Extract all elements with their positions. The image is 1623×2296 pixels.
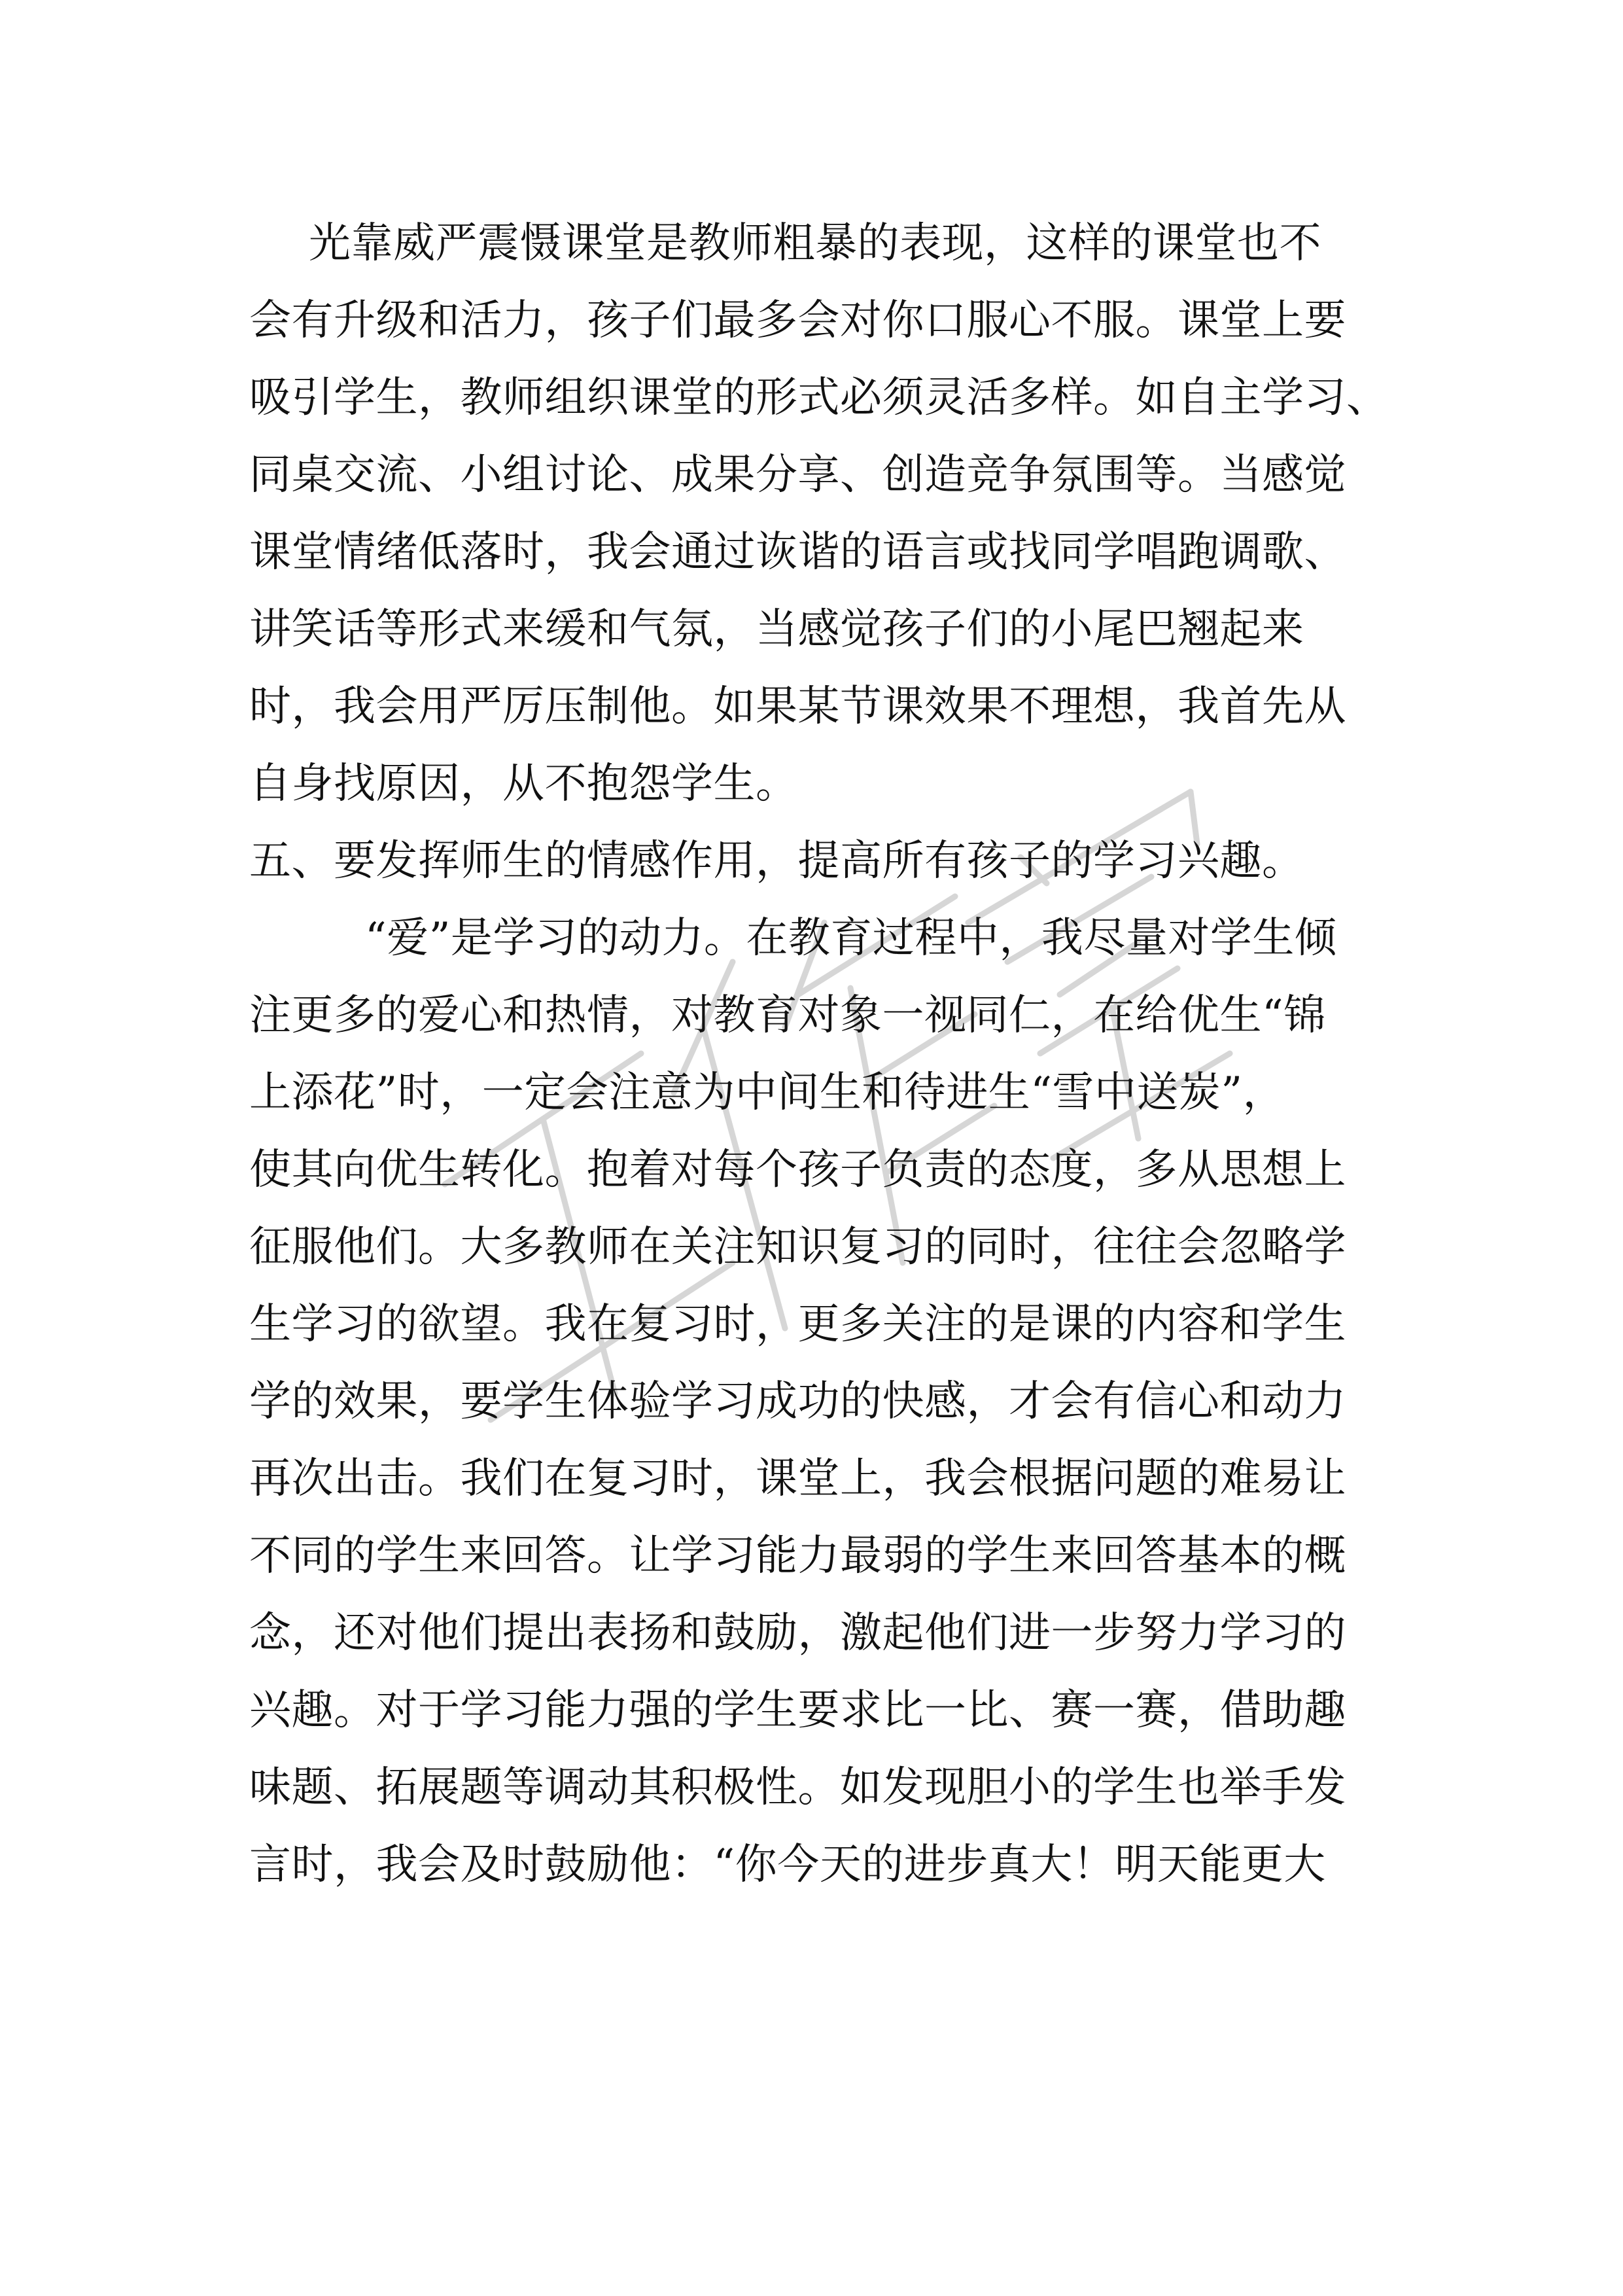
paragraph-line: 兴趣。对于学习能力强的学生要求比一比、赛一赛，借助趣 [249, 1686, 1346, 1735]
paragraph-line: 同桌交流、小组讨论、成果分享、创造竞争氛围等。当感觉 [249, 451, 1346, 499]
paragraph-line: 会有升级和活力，孩子们最多会对你口服心不服。课堂上要 [249, 296, 1346, 345]
paragraph-line: 时，我会用严厉压制他。如果某节课效果不理想，我首先从 [249, 682, 1346, 731]
paragraph-line: 讲笑话等形式来缓和气氛，当感觉孩子们的小尾巴翘起来 [249, 605, 1304, 654]
paragraph-line: 不同的学生来回答。让学习能力最弱的学生来回答基本的概 [249, 1532, 1346, 1580]
paragraph-line: “爱”是学习的动力。在教育过程中，我尽量对学生倾 [365, 914, 1337, 963]
paragraph-line: 味题、拓展题等调动其积极性。如发现胆小的学生也举手发 [249, 1763, 1346, 1812]
paragraph-line: 自身找原因，从不抱怨学生。 [249, 760, 798, 808]
paragraph-line: 生学习的欲望。我在复习时，更多关注的是课的内容和学生 [249, 1300, 1346, 1349]
paragraph-line: 注更多的爱心和热情，对教育对象一视同仁，在给优生“锦 [249, 991, 1326, 1040]
paragraph-line: 课堂情绪低落时，我会通过诙谐的语言或找同学唱跑调歌、 [249, 528, 1346, 576]
paragraph-line: 使其向优生转化。抱着对每个孩子负责的态度，多从思想上 [249, 1146, 1346, 1194]
paragraph-line: 念，还对他们提出表扬和鼓励，激起他们进一步努力学习的 [249, 1609, 1346, 1657]
paragraph-line: 征服他们。大多教师在关注知识复习的同时，往往会忽略学 [249, 1223, 1346, 1271]
section-heading: 五、要发挥师生的情感作用，提高所有孩子的学习兴趣。 [249, 837, 1304, 885]
paragraph-line: 言时，我会及时鼓励他：“你今天的进步真大！明天能更大 [249, 1841, 1326, 1889]
paragraph-line: 再次出击。我们在复习时，课堂上，我会根据问题的难易让 [249, 1455, 1346, 1503]
paragraph-line: 学的效果，要学生体验学习成功的快感，才会有信心和动力 [249, 1377, 1346, 1426]
paragraph-line: 吸引学生，教师组织课堂的形式必须灵活多样。如自主学习、 [249, 374, 1389, 422]
paragraph-line: 上添花”时，一定会注意为中间生和待进生“雪中送炭”， [249, 1069, 1285, 1117]
paragraph-line: 光靠威严震慑课堂是教师粗暴的表现，这样的课堂也不 [309, 219, 1321, 268]
